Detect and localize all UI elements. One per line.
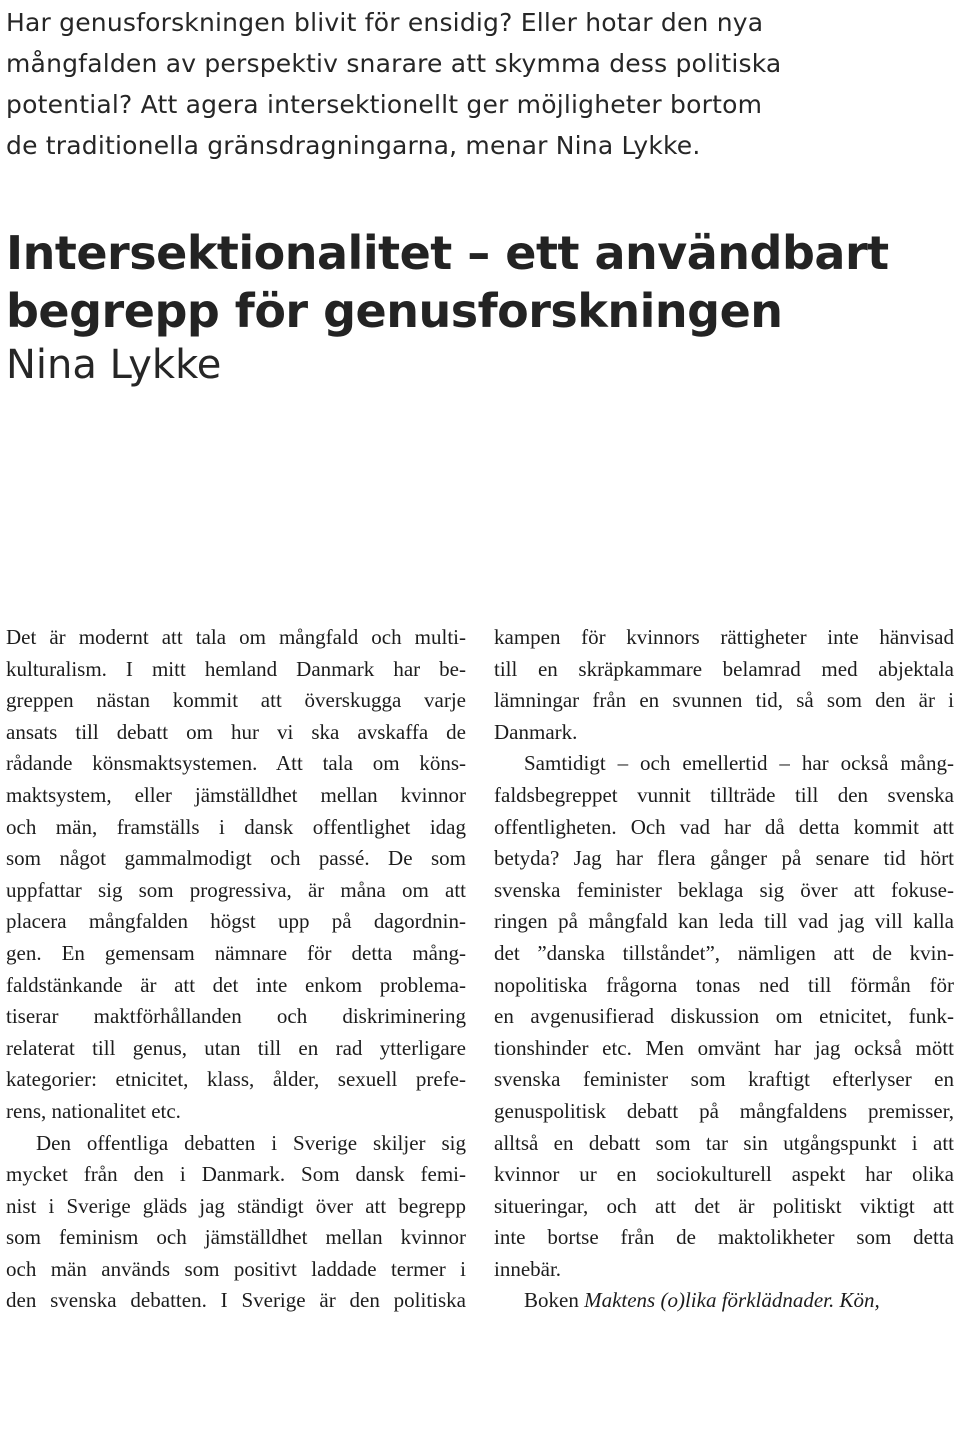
body-line: ringen på mångfald kan leda till vad jag vill kalla [494, 909, 954, 934]
body-line: gen. En gemensam nämnare för detta mång- [6, 940, 466, 965]
ingress-line: Har genusforskningen blivit för ensidig? Eller hotar den nya [6, 8, 764, 37]
body-line: kulturalism. I mitt hemland Danmark har be- [6, 656, 466, 681]
body-line: Det är modernt att tala om mångfald och multi- [6, 625, 466, 649]
article-title [6, 224, 946, 340]
ingress-line: potential? Att agera intersektionellt ger möjligheter bortom [6, 90, 763, 119]
body-line: till en skräpkammare belamrad med abjektala [494, 656, 954, 681]
body-line: kategorier: etnicitet, klass, ålder, sexuell prefe- [6, 1067, 466, 1092]
body-line: nopolitiska frågorna tonas ned till förmån för [494, 972, 954, 997]
body-line: det ”danska tillståndet”, nämligen att de kvin- [494, 940, 954, 965]
body-line: greppen nästan kommit att överskugga varje [6, 688, 466, 713]
book-title: Maktens (o)lika förklädnader. Kön, [584, 1288, 880, 1313]
body-column-left [6, 622, 466, 1317]
body-line: placera mångfalden högst upp på dagordnin- [6, 909, 466, 934]
body-line: en avgenusifierad diskussion om etnicitet, funk- [494, 1004, 954, 1029]
body-line: innebär. [494, 1256, 562, 1281]
body-line: tionshinder etc. Men omvänt har jag också mött [494, 1035, 954, 1060]
article-author: Nina Lykke [6, 342, 222, 388]
body-line: Den offentliga debatten i Sverige skiljer sig [36, 1130, 466, 1155]
body-line: nist i Sverige gläds jag ständigt över att begrepp [6, 1193, 466, 1218]
body-line: Samtidigt – och emellertid – har också mång- [524, 751, 954, 776]
body-line: uppfattar sig som progressiva, är måna om att [6, 877, 466, 902]
body-line: mycket från den i Danmark. Som dansk femi- [6, 1162, 466, 1187]
body-line [494, 1285, 954, 1317]
article-title-line: Intersektionalitet – ett användbart [6, 226, 889, 280]
body-line: som något gammalmodigt och passé. De som [6, 846, 466, 871]
ingress [6, 2, 946, 166]
body-line: tiserar maktförhållanden och diskriminering [6, 1004, 466, 1029]
body-line: Danmark. [494, 719, 578, 744]
body-line: den svenska debatten. I Sverige är den politiska [6, 1288, 466, 1313]
body-line: rådande könsmaktsystemen. Att tala om köns- [6, 751, 466, 776]
body-line: inte bortse från de maktolikheter som detta [494, 1225, 954, 1250]
body-line: maktsystem, eller jämställdhet mellan kvinnor [6, 782, 466, 807]
ingress-line: mångfalden av perspektiv snarare att skymma dess politiska [6, 49, 782, 78]
article-title-line: begrepp för genusforskningen [6, 284, 783, 338]
body-line: svenska feminister beklaga sig över att fokuse- [494, 877, 954, 902]
body-line: alltså en debatt som tar sin utgångspunkt i att [494, 1130, 954, 1155]
body-line: situeringar, och att det är politiskt viktigt att [494, 1193, 954, 1218]
body-line: relaterat till genus, utan till en rad ytterligare [6, 1035, 466, 1060]
body-line: svenska feminister som kraftigt efterlyser en [494, 1067, 954, 1092]
body-line: kvinnor ur en sociokulturell aspekt har olika [494, 1162, 954, 1187]
body-line: betyda? Jag har flera gånger på senare tid hört [494, 846, 954, 871]
body-line: faldsbegreppet vunnit tillträde till den svenska [494, 782, 954, 807]
body-line: genuspolitisk debatt på mångfaldens premisser, [494, 1098, 954, 1123]
body-line: och män, framställs i dansk offentlighet idag [6, 814, 466, 839]
body-line: offentligheten. Och vad har då detta kommit att [494, 814, 954, 839]
ingress-line: de traditionella gränsdragningarna, menar Nina Lykke. [6, 131, 701, 160]
body-column-right [494, 622, 954, 1317]
body-line: och män används som positivt laddade termer i [6, 1256, 466, 1281]
body-line: faldstänkande är att det inte enkom problema- [6, 972, 466, 997]
body-line: rens, nationalitet etc. [6, 1098, 181, 1123]
body-line: kampen för kvinnors rättigheter inte hänvisad [494, 625, 954, 649]
body-line-prefix: Boken [524, 1288, 585, 1313]
body-line: ansats till debatt om hur vi ska avskaffa de [6, 719, 466, 744]
body-line: lämningar från en svunnen tid, så som den är i [494, 688, 954, 713]
body-line: som feminism och jämställdhet mellan kvinnor [6, 1225, 466, 1250]
